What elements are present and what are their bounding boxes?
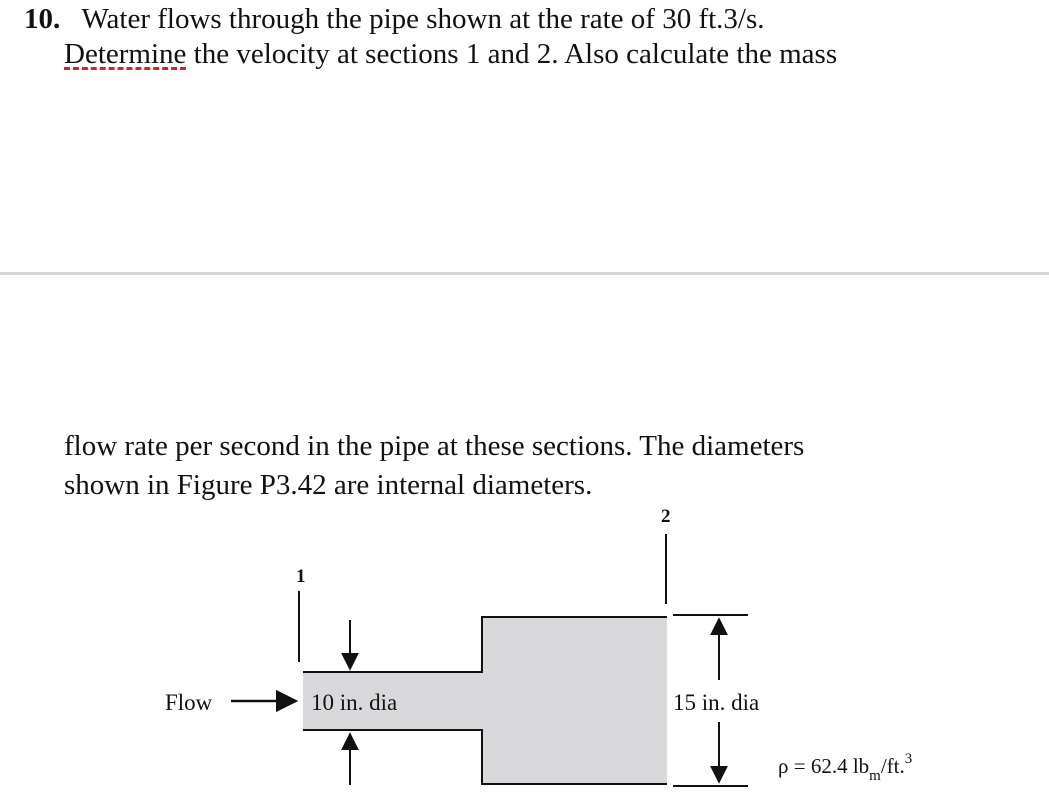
density-unit: /ft. — [880, 754, 905, 778]
density-subscript: m — [869, 768, 881, 784]
problem-text-line-1: Water flows through the pipe shown at the rate of 30 ft.3/s. — [81, 3, 765, 35]
density-value: ρ = 62.4 lb — [778, 754, 870, 778]
flow-label: Flow — [165, 690, 213, 715]
small-diameter-label: 10 in. dia — [311, 690, 398, 715]
section-1-label: 1 — [296, 566, 306, 587]
problem-text-line-3: flow rate per second in the pipe at these sections. The diameters — [64, 430, 805, 462]
problem-number: 10. — [24, 3, 61, 35]
spellcheck-word[interactable]: Determine — [64, 38, 187, 70]
problem-text-line-2: the velocity at sections 1 and 2. Also calculate the mass — [186, 38, 838, 70]
problem-text-line-4: shown in Figure P3.42 are internal diameters. — [64, 469, 593, 501]
density-superscript: 3 — [904, 751, 913, 767]
density-label — [778, 751, 912, 784]
large-diameter-label: 15 in. dia — [673, 690, 760, 715]
section-2-label: 2 — [661, 506, 671, 527]
